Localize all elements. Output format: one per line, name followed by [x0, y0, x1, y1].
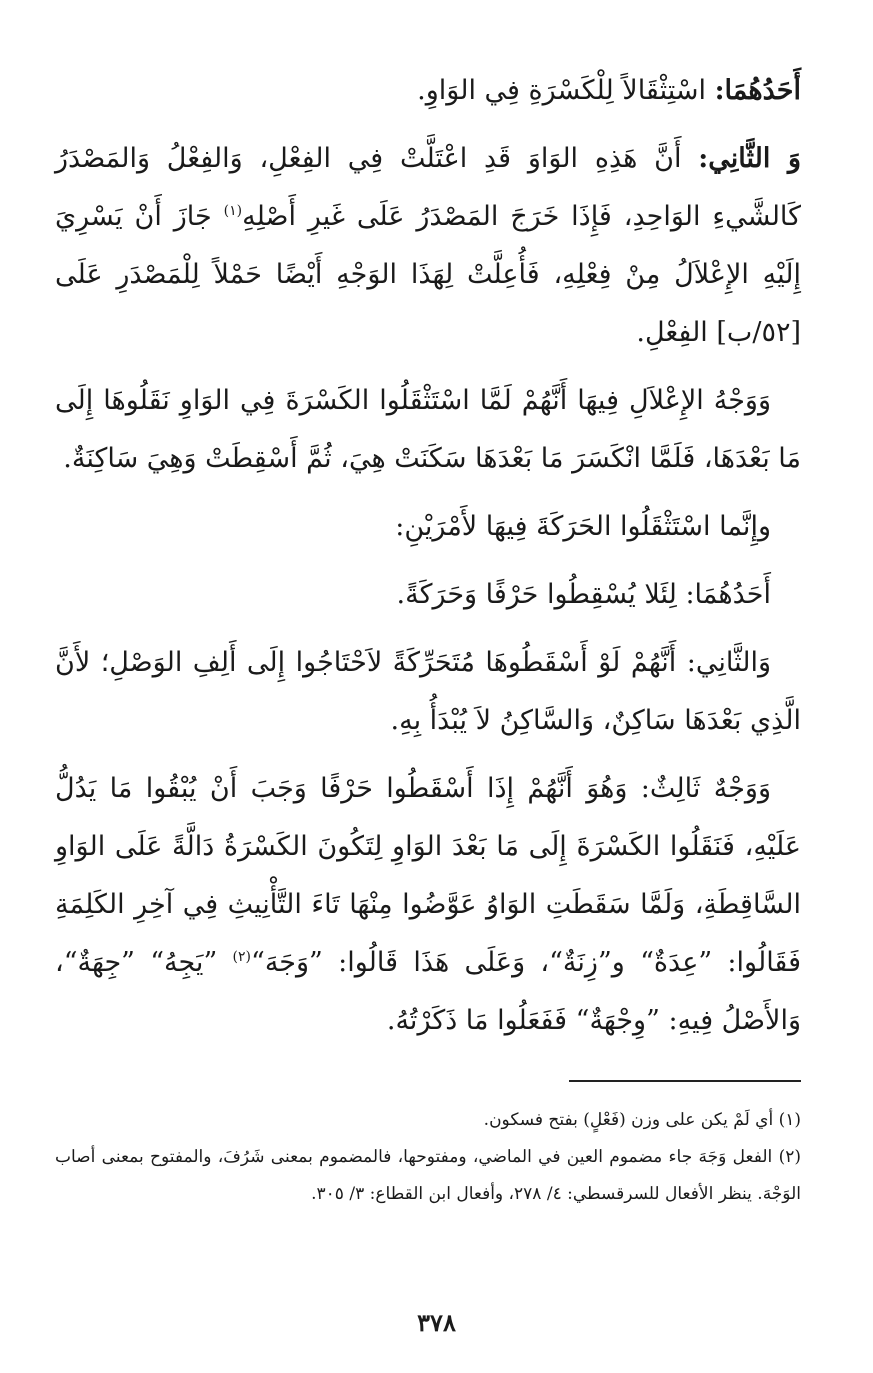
paragraph-text-continued: جَازَ أَنْ يَسْرِيَ إِلَيْهِ الإِعْلاَلُ مِنْ فِعْلِهِ، فَأُعِلَّتْ لِهَذَا الوَجْهِ أَيْضًا حَمْلاً لِلْمَصْدَرِ عَلَى [٥٢/ب] الفِعْلِ.: [55, 201, 801, 348]
footnote-reference-2: (٢): [232, 949, 252, 965]
paragraph-text: اسْتِثْقَالاً لِلْكَسْرَةِ فِي الوَاوِ.: [417, 75, 715, 106]
paragraph-4: [55, 498, 801, 556]
paragraph-text: وَوَجْهٌ ثَالِثٌ: وَهُوَ أَنَّهُمْ إِذَا أَسْقَطُوا حَرْفًا وَجَبَ أَنْ يُبْقُوا مَا يَدُلُّ عَلَيْهِ، فَنَقَلُوا الكَسْرَةَ إِلَى مَا بَعْدَ الوَاوِ لِتَكُونَ الكَسْرَةُ دَالَّةً عَلَى الوَاوِ السَّاقِطَةِ، وَلَمَّا سَقَطَتِ الوَاوُ عَوَّضُوا مِنْهَا تَاءَ التَّأْنِيثِ فِي آخِرِ الكَلِمَةِ فَقَالُوا: ”عِدَةٌ“ و”زِنَةٌ“، وَعَلَى هَذَا قَالُوا: ”وَجَهَ“: [55, 773, 801, 978]
paragraph-text: وَوَجْهُ الإِعْلاَلِ فِيهَا أَنَّهُمْ لَمَّا اسْتَثْقَلُوا الكَسْرَةَ فِي الوَاوِ نَقَلُوهَا إِلَى مَا بَعْدَهَا، فَلَمَّا انْكَسَرَ مَا بَعْدَهَا سَكَنَتْ هِيَ، ثُمَّ أَسْقِطَتْ وَهِيَ سَاكِنَةٌ.: [55, 385, 801, 474]
page-number: ٣٧٨: [417, 1308, 456, 1337]
paragraph-lead: أَحَدُهُمَا:: [714, 75, 801, 106]
footnote-1: (١) أي لَمْ يكن على وزن (فَعْلٍ) بفتح فسكون.: [483, 1110, 801, 1130]
footnote-2: (٢) الفعل وَجَهَ جاء مضموم العين في الماضي، ومفتوحها، فالمضموم بمعنى شَرُفَ، والمفتوح بمعنى أصاب الوَجْهَ. ينظر الأفعال للسرقسطي: ٤/ ٢٧٨، وأفعال ابن القطاع: ٣/ ٣٠٥.: [55, 1147, 801, 1204]
paragraph-3: [55, 372, 801, 488]
main-text: [55, 62, 801, 1060]
paragraph-text: وإِنَّما اسْتَثْقَلُوا الحَرَكَةَ فِيهَا لأَمْرَيْنِ:: [395, 511, 771, 542]
paragraph-5: [55, 566, 801, 624]
paragraph-text: وَالثَّانِي: أَنَّهُمْ لَوْ أَسْقَطُوهَا مُتَحَرِّكَةً لاَحْتَاجُوا إِلَى أَلِفِ الوَصْلِ؛ لأَنَّ الَّذِي بَعْدَهَا سَاكِنٌ، وَالسَّاكِنُ لاَ يُبْدَأُ بِهِ.: [55, 647, 801, 736]
paragraph-2: [55, 130, 801, 362]
footnote-separator: [569, 1080, 801, 1082]
paragraph-text: أَحَدُهُمَا: لِئَلا يُسْقِطُوا حَرْفًا وَحَرَكَةً.: [396, 579, 771, 610]
paragraph-text-continued: ”يَجِهُ“ ”جِهَةٌ“، وَالأَصْلُ فِيهِ: ”وِجْهَةٌ“ فَفَعَلُوا مَا ذَكَرْتُهُ.: [55, 947, 801, 1036]
paragraph-lead: وَ الثَّانِي:: [698, 143, 801, 174]
paragraph-6: [55, 634, 801, 750]
paragraph-1: [55, 62, 801, 120]
footnotes: [55, 1102, 801, 1213]
footnote-reference-1: (١): [223, 203, 243, 219]
paragraph-7: [55, 760, 801, 1050]
paragraph-text: أَنَّ هَذِهِ الوَاوَ قَدِ اعْتَلَّتْ فِي الفِعْلِ، وَالفِعْلُ وَالمَصْدَرُ كَالشَّيءِ الوَاحِدِ، فَإِذَا خَرَجَ المَصْدَرُ عَلَى غَيرِ أَصْلِهِ: [55, 143, 801, 232]
